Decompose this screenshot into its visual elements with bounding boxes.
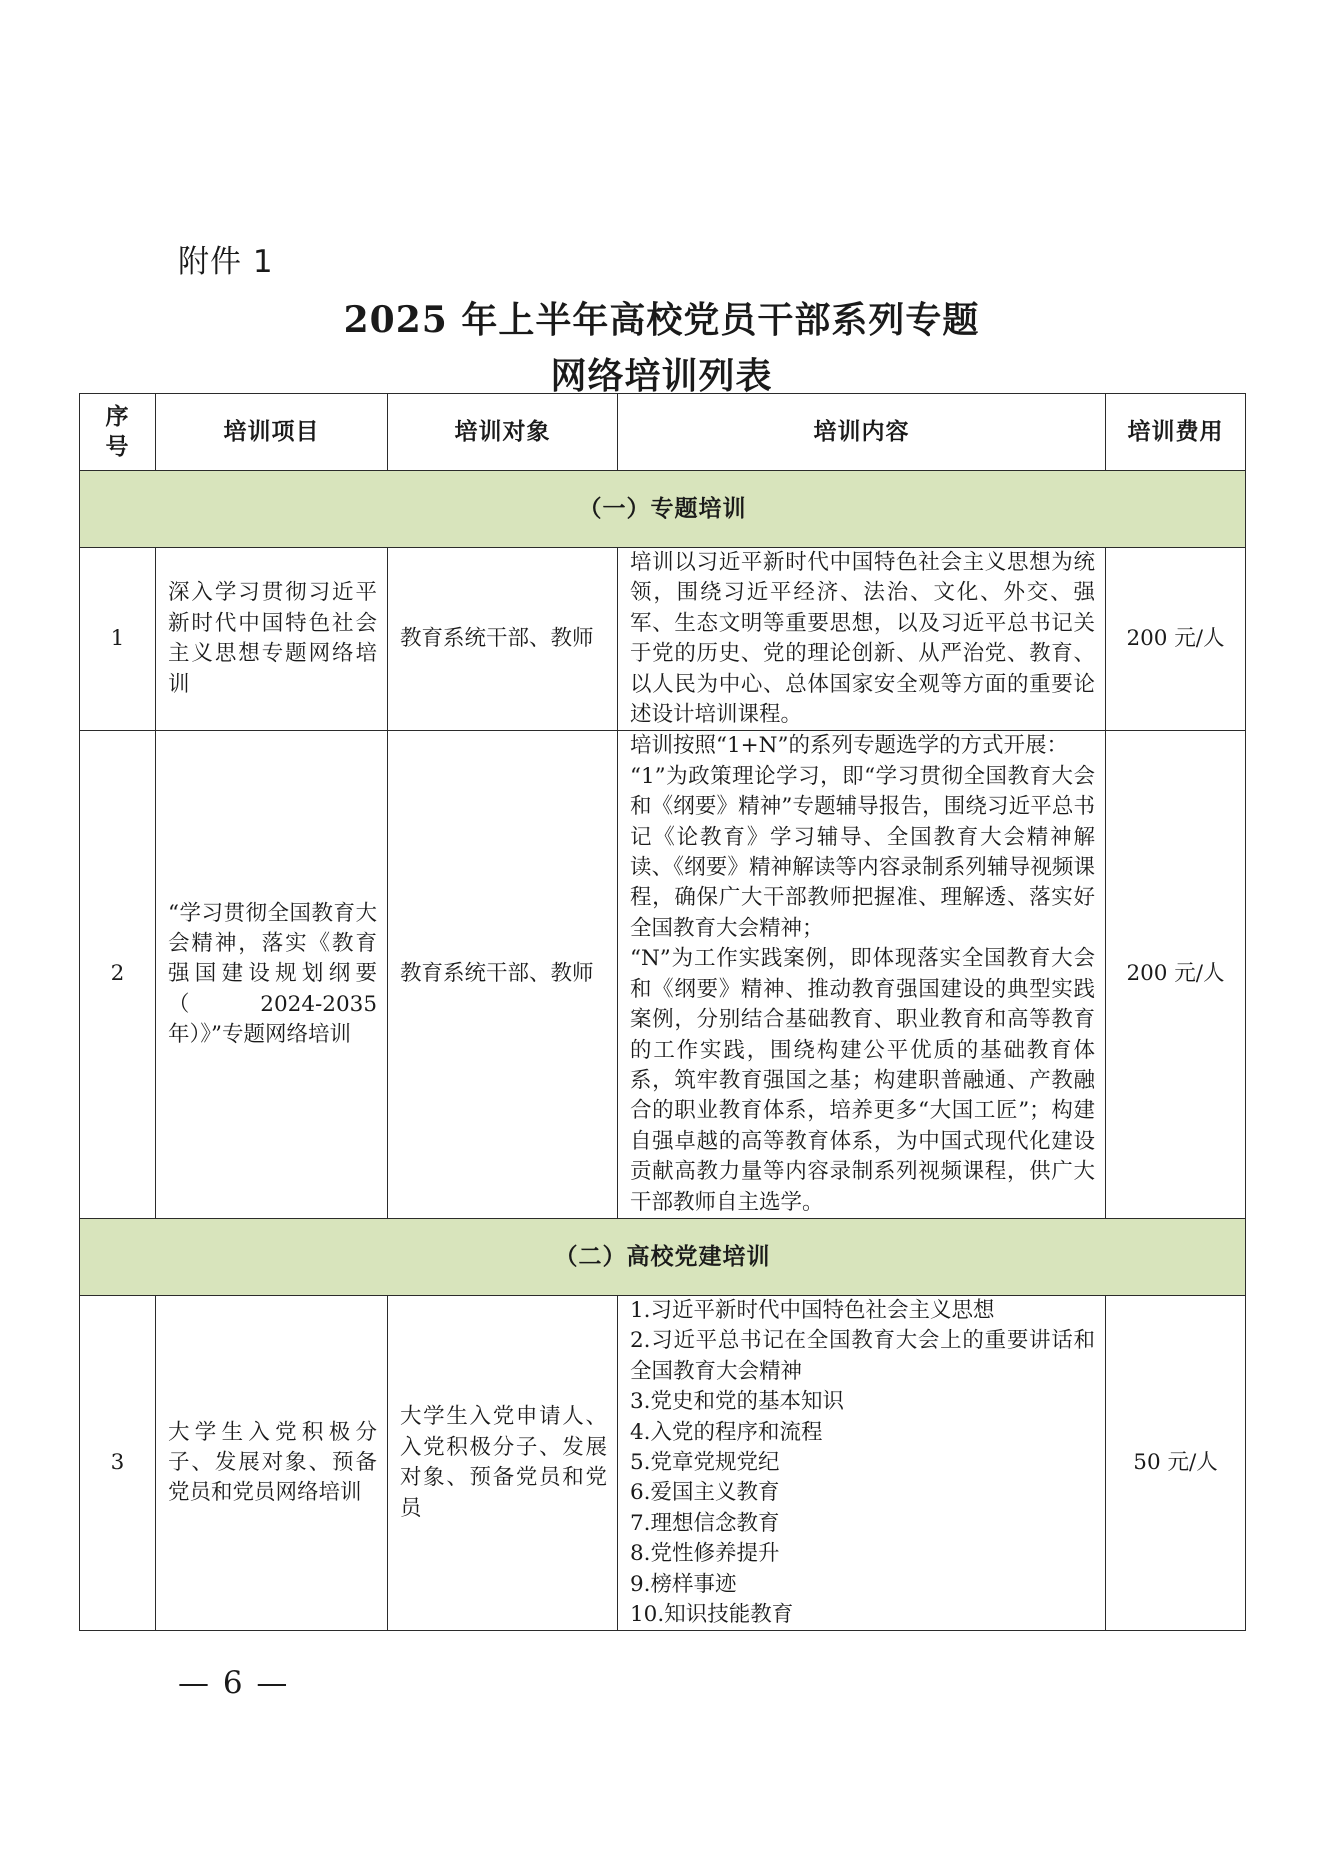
content-line: 3.党史和党的基本知识 — [630, 1389, 845, 1415]
row-number: 3 — [80, 1295, 156, 1630]
content-line: 8.党性修养提升 — [630, 1541, 780, 1567]
table-row — [80, 731, 1246, 1219]
row-project: 深入学习贯彻习近平新时代中国特色社会主义思想专题网络培训 — [156, 548, 388, 731]
row-content — [618, 548, 1106, 731]
row-target: 大学生入党申请人、入党积极分子、发展对象、预备党员和党员 — [388, 1295, 618, 1630]
content-line: 5.党章党规党纪 — [630, 1449, 780, 1475]
document-title-line1: 2025 年上半年高校党员干部系列专题 — [343, 299, 980, 341]
header-project: 培训项目 — [156, 394, 388, 471]
table-row — [80, 1295, 1246, 1630]
content-line: 9.榜样事迹 — [630, 1571, 737, 1597]
table-row — [80, 548, 1246, 731]
table-header-row — [80, 394, 1246, 471]
row-project: “学习贯彻全国教育大会精神，落实《教育强国建设规划纲要（2024-2035 年）》”专题网络培训 — [156, 731, 388, 1219]
content-line: 7.理想信念教育 — [630, 1510, 780, 1536]
section-row — [80, 1218, 1246, 1295]
content-line: “1”为政策理论学习，即“学习贯彻全国教育大会和《纲要》精神”专题辅导报告，围绕习近平总书记《论教育》学习辅导、全国教育大会精神解读、《纲要》精神解读等内容录制系列辅导视频课程，确保广大干部教师把握准、理解透、落实好全国教育大会精神； — [630, 763, 1095, 941]
row-fee: 200 元/人 — [1106, 548, 1246, 731]
header-num: 序号 — [80, 394, 156, 471]
content-line: 10.知识技能教育 — [630, 1602, 794, 1627]
page-number: — 6 — — [178, 1665, 290, 1701]
header-target: 培训对象 — [388, 394, 618, 471]
training-table — [79, 393, 1246, 1631]
content-line: 2.习近平总书记在全国教育大会上的重要讲话和全国教育大会精神 — [630, 1328, 1095, 1384]
row-number: 2 — [80, 731, 156, 1219]
row-content — [618, 1295, 1106, 1630]
content-line: 1.习近平新时代中国特色社会主义思想 — [630, 1297, 995, 1323]
section-row — [80, 471, 1246, 548]
attachment-label: 附件 1 — [178, 244, 274, 280]
content-line: 6.爱国主义教育 — [630, 1480, 780, 1506]
row-target: 教育系统干部、教师 — [388, 548, 618, 731]
content-line: 培训以习近平新时代中国特色社会主义思想为统领，围绕习近平经济、法治、文化、外交、强军、生态文明等重要思想，以及习近平总书记关于党的历史、党的理论创新、从严治党、教育、以人民为中心、总体国家安全观等方面的重要论述设计培训课程。 — [630, 550, 1095, 728]
row-fee: 50 元/人 — [1106, 1295, 1246, 1630]
row-target: 教育系统干部、教师 — [388, 731, 618, 1219]
section-title: （一）专题培训 — [80, 471, 1246, 548]
header-fee: 培训费用 — [1106, 394, 1246, 471]
header-content: 培训内容 — [618, 394, 1106, 471]
row-fee: 200 元/人 — [1106, 731, 1246, 1219]
content-line: 培训按照“1+N”的系列专题选学的方式开展： — [630, 733, 1068, 759]
row-content — [618, 731, 1106, 1219]
content-line: “N”为工作实践案例，即体现落实全国教育大会和《纲要》精神、推动教育强国建设的典型实践案例，分别结合基础教育、职业教育和高等教育的工作实践，围绕构建公平优质的基础教育体系，筑牢教育强国之基；构建职普融通、产教融合的职业教育体系，培养更多“大国工匠”；构建自强卓越的高等教育体系，为中国式现代化建设贡献高教力量等内容录制系列视频课程，供广大干部教师自主选学。 — [630, 946, 1095, 1215]
row-number: 1 — [80, 548, 156, 731]
section-title: （二）高校党建培训 — [80, 1218, 1246, 1295]
document-title-line2: 网络培训列表 — [550, 355, 773, 397]
row-project: 大学生入党积极分子、发展对象、预备党员和党员网络培训 — [156, 1295, 388, 1630]
content-line: 4.入党的程序和流程 — [630, 1419, 823, 1445]
